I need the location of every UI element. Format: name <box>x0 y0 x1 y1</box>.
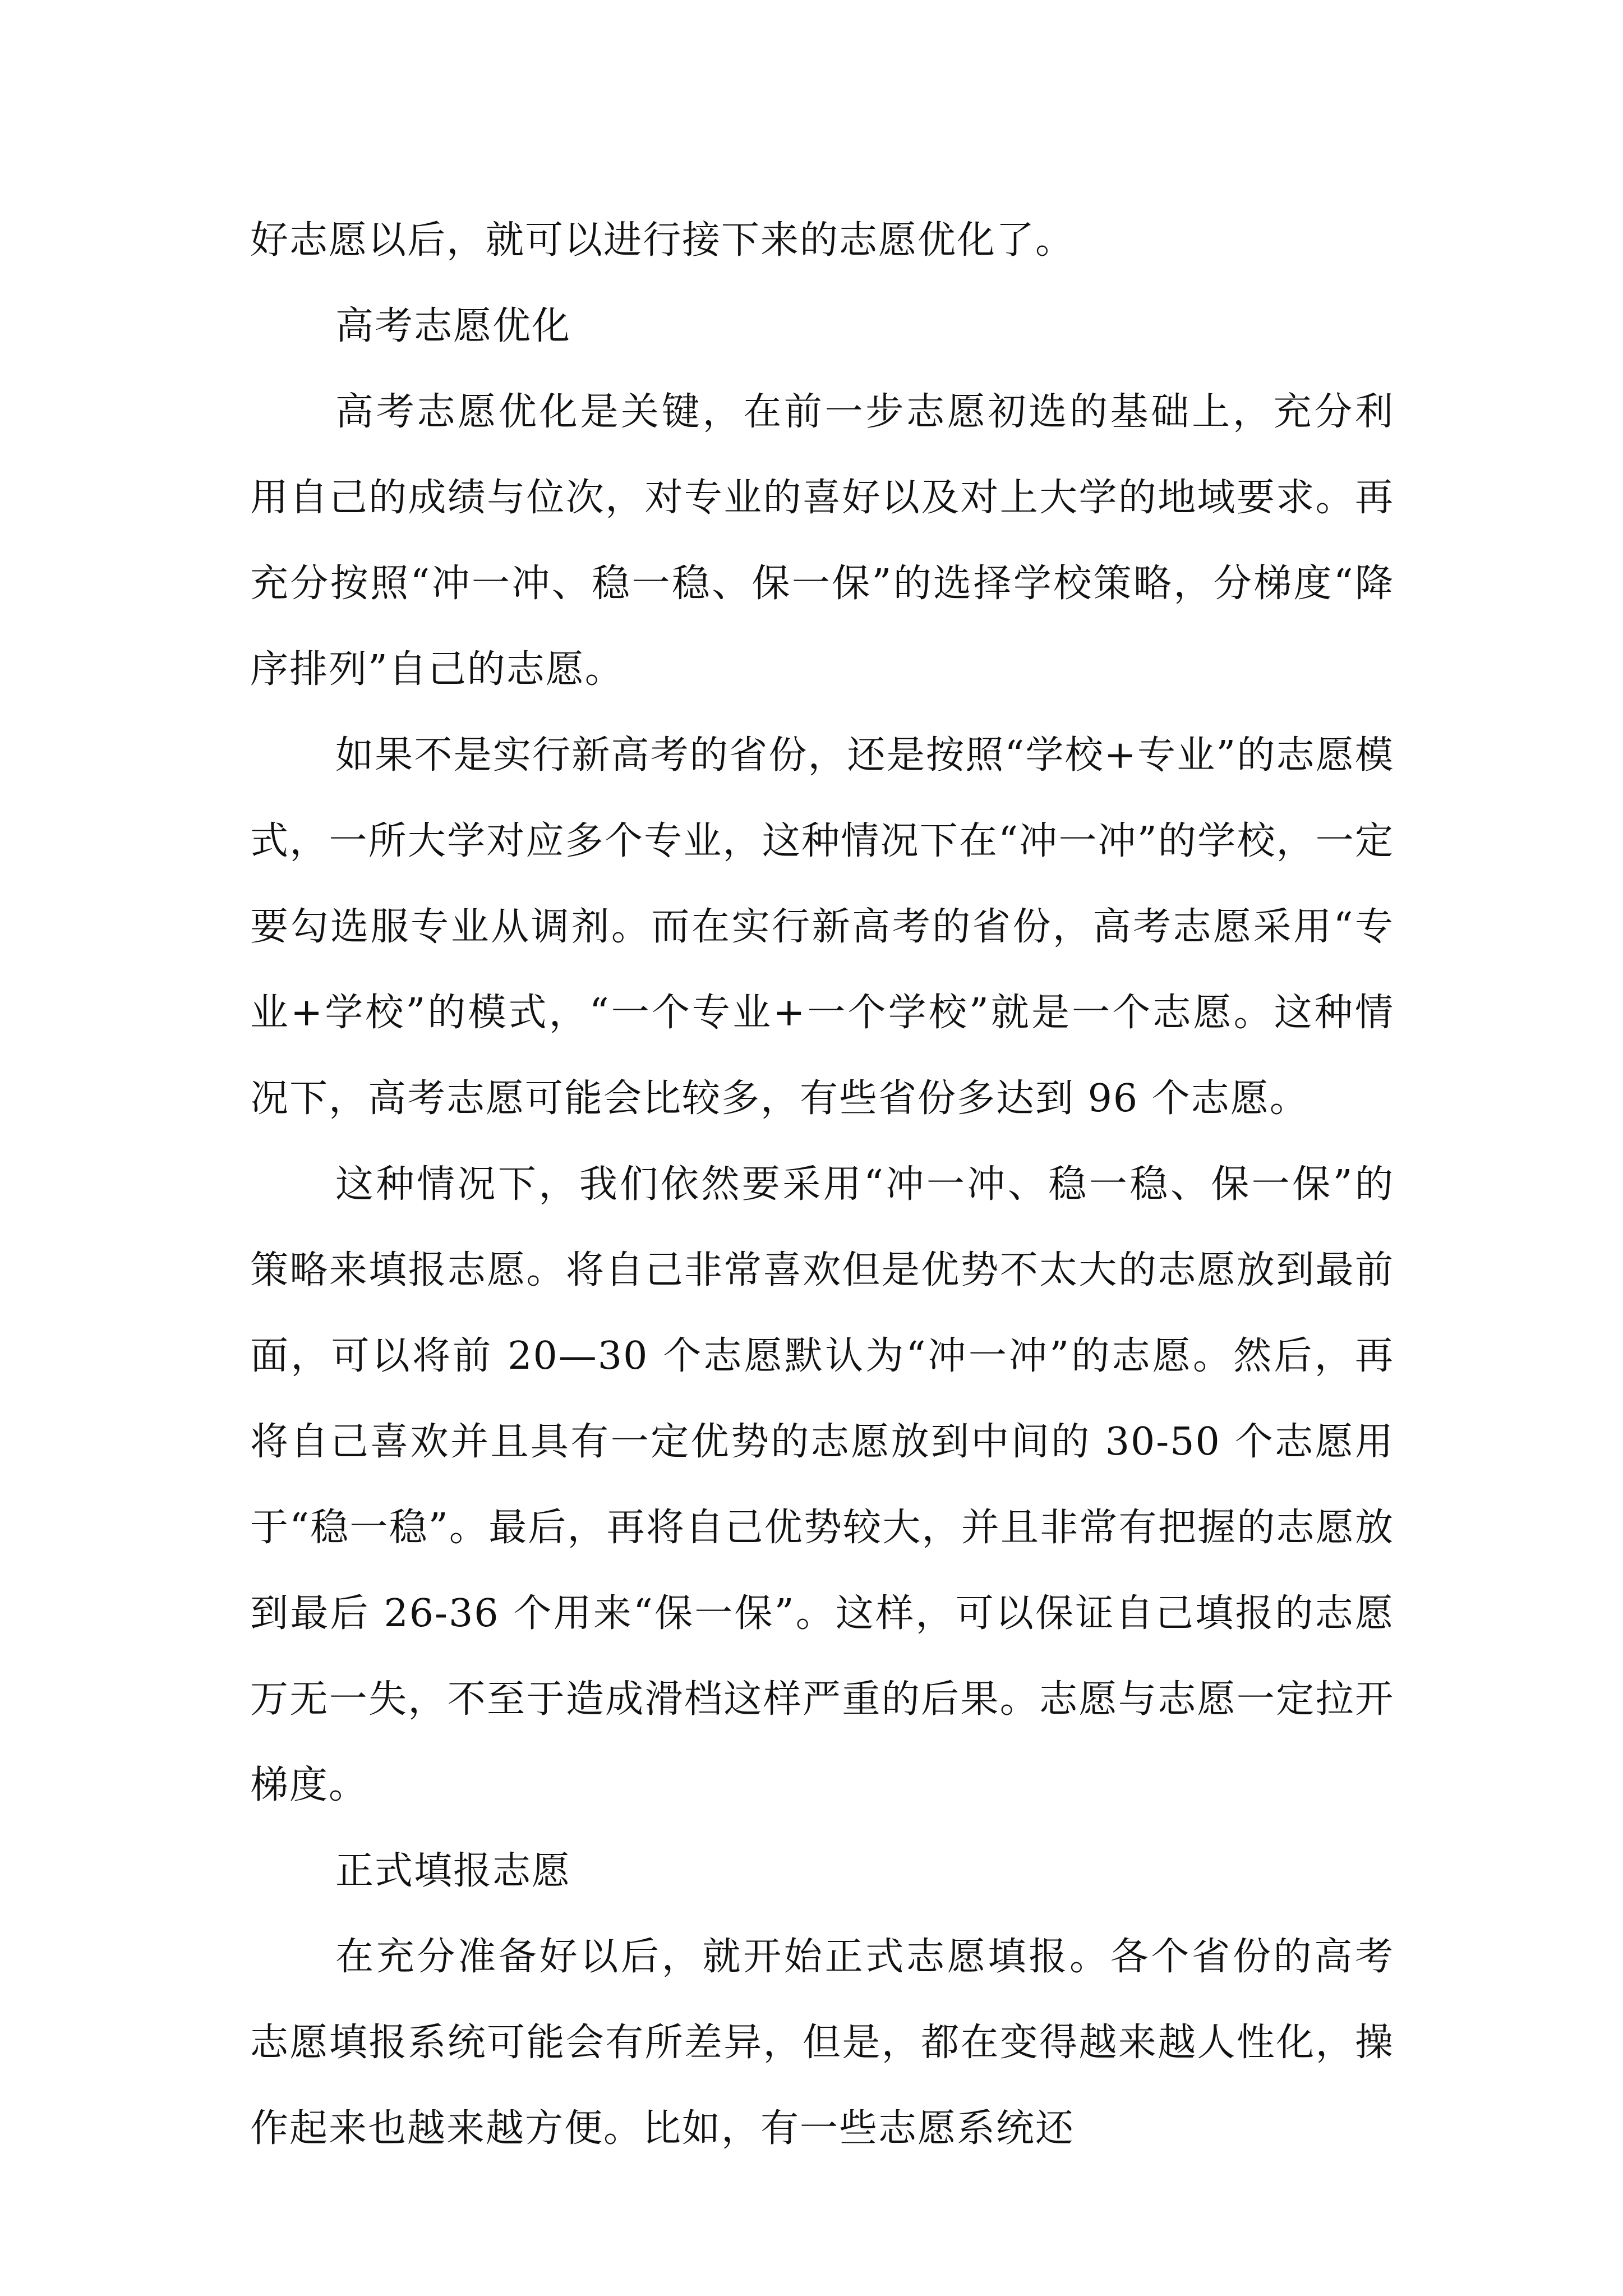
paragraph-formal-filing: 在充分准备好以后，就开始正式志愿填报。各个省份的高考志愿填报系统可能会有所差异，但是，都在变得越来越人性化，操作起来也越来越方便。比如，有一些志愿系统还 <box>250 1935 1394 2151</box>
section-heading-optimization: 高考志愿优化 <box>335 304 571 348</box>
paragraph-province-mode: 如果不是实行新高考的省份，还是按照“学校+专业”的志愿模式，一所大学对应多个专业，这种情况下在“冲一冲”的学校，一定要勾选服专业从调剂。而在实行新高考的省份，高考志愿采用“专业+学校”的模式，“一个专业+一个学校”就是一个志愿。这种情况下，高考志愿可能会比较多，有些省份多达到 96 个志愿。 <box>250 733 1394 1121</box>
paragraph-optimization-intro: 高考志愿优化是关键，在前一步志愿初选的基础上，充分利用自己的成绩与位次，对专业的喜好以及对上大学的地域要求。再充分按照“冲一冲、稳一稳、保一保”的选择学校策略，分梯度“降序排列”自己的志愿。 <box>250 390 1394 692</box>
paragraph-continuation: 好志愿以后，就可以进行接下来的志愿优化了。 <box>250 218 1075 263</box>
paragraph-strategy: 这种情况下，我们依然要采用“冲一冲、稳一稳、保一保”的策略来填报志愿。将自己非常喜欢但是优势不太大的志愿放到最前面，可以将前 20—30 个志愿默认为“冲一冲”的志愿。然后，再将自己喜欢并且具有一定优势的志愿放到中间的 30-50 个志愿用于“稳一稳”。最后，再将自己优势较大，并且非常有把握的志愿放到最后 26-36 个用来“保一保”。这样，可以保证自己填报的志愿万无一失，不至于造成滑档这样严重的后果。志愿与志愿一定拉开梯度。 <box>250 1162 1394 1807</box>
section-heading-formal-filing: 正式填报志愿 <box>335 1849 571 1893</box>
body-text <box>250 197 1394 2171</box>
